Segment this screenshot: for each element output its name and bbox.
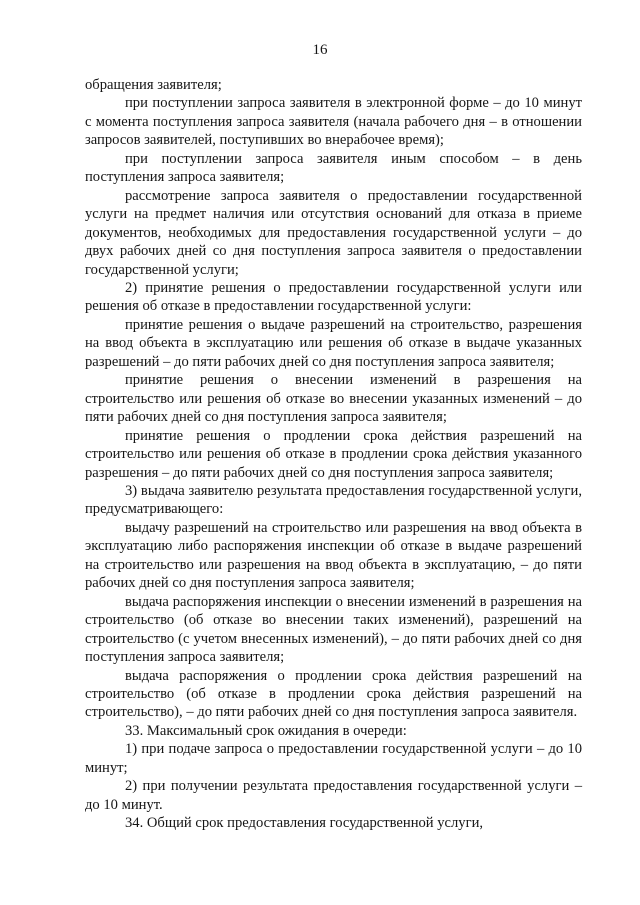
paragraph-13: 33. Максимальный срок ожидания в очереди: [125, 722, 407, 739]
paragraph-6: принятие решения о выдаче разрешений на строительство, разрешения на ввод объекта в эксплуатацию или решения об отказе в выдаче указанных разрешений – до пяти рабочих дней со дня поступления запроса заявителя; [85, 316, 582, 370]
paragraph-4: рассмотрение запроса заявителя о предоставлении государственной услуги на предмет наличия или отсутствия оснований для отказа в приеме документов, необходимых для предоставления государственной услуги – до двух рабочих дней со дня поступления запроса заявителя о предоставлении государственной услуги; [85, 187, 582, 278]
paragraph-9: 3) выдача заявителю результата предоставления государственной услуги, предусматривающего: [85, 482, 582, 518]
document-body [85, 76, 582, 833]
paragraph-2: при поступлении запроса заявителя в электронной форме – до 10 минут с момента поступления запроса заявителя (начала рабочего дня – в отношении запросов заявителей, поступивших во внерабочее время); [85, 95, 582, 149]
paragraph-16: 34. Общий срок предоставления государственной услуги, [125, 815, 484, 832]
paragraph-12: выдача распоряжения о продлении срока действия разрешений на строительство (об отказе в продлении срока действия разрешений на строительство), – до пяти рабочих дней со дня поступления запроса заявителя. [85, 667, 582, 721]
paragraph-14: 1) при подаче запроса о предоставлении государственной услуги – до 10 минут; [85, 741, 582, 776]
page-number: 16 [312, 42, 328, 58]
paragraph-3: при поступлении запроса заявителя иным способом – в день поступления запроса заявителя; [85, 150, 582, 186]
paragraph-8: принятие решения о продлении срока действия разрешений на строительство или решения об отказе в продлении срока действия указанного разрешения – до пяти рабочих дней со дня поступления запроса заявителя; [85, 427, 582, 481]
paragraph-7: принятие решения о внесении изменений в разрешения на строительство или решения об отказе во внесении указанных изменений – до пяти рабочих дней со дня поступления запроса заявителя; [85, 372, 582, 426]
paragraph-10: выдачу разрешений на строительство или разрешения на ввод объекта в эксплуатацию либо распоряжения инспекции об отказе в выдаче разрешений на строительство или разрешения на ввод объекта в эксплуатацию, – до пяти рабочих дней со дня поступления запроса заявителя; [85, 519, 582, 592]
paragraph-1: обращения заявителя; [85, 77, 222, 93]
paragraph-11: выдача распоряжения инспекции о внесении изменений в разрешения на строительство (об отказе во внесении таких изменений), разрешений на строительство (с учетом внесенных изменений), – до пяти рабочих дней со дня поступления запроса заявителя; [85, 593, 582, 666]
paragraph-5: 2) принятие решения о предоставлении государственной услуги или решения об отказе в предоставлении государственной услуги: [85, 279, 582, 315]
paragraph-15: 2) при получении результата предоставления государственной услуги – до 10 минут. [85, 778, 582, 813]
